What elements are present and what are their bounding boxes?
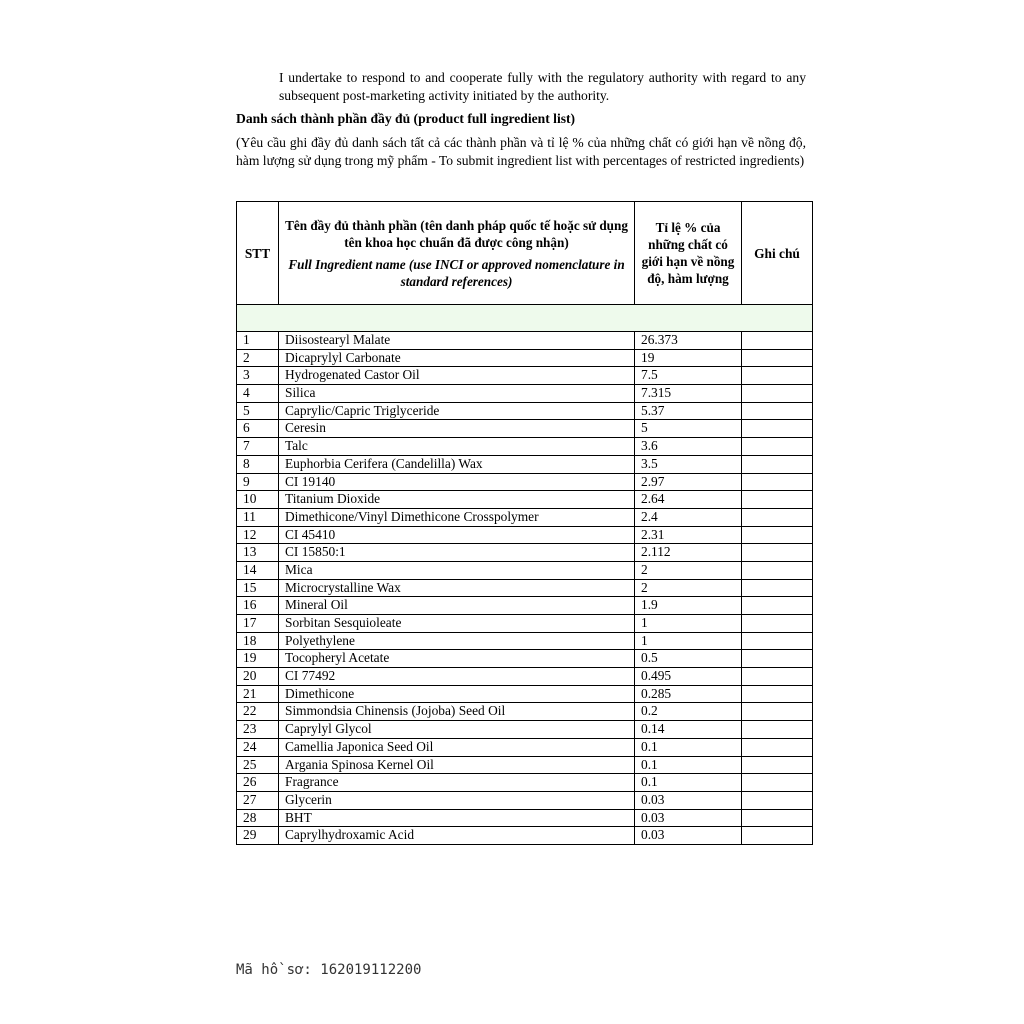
cell-note: [742, 544, 813, 562]
table-row: [237, 579, 813, 597]
cell-stt: 4: [237, 385, 279, 403]
cell-ingredient-name: Dimethicone/Vinyl Dimethicone Crosspolymer: [279, 508, 635, 526]
cell-ingredient-name: BHT: [279, 809, 635, 827]
cell-note: [742, 402, 813, 420]
cell-percentage: 2.64: [635, 491, 742, 509]
cell-percentage: 0.14: [635, 721, 742, 739]
cell-note: [742, 455, 813, 473]
cell-ingredient-name: Dicaprylyl Carbonate: [279, 349, 635, 367]
header-stt: STT: [237, 202, 279, 305]
table-row: [237, 615, 813, 633]
cell-ingredient-name: Caprylhydroxamic Acid: [279, 827, 635, 845]
cell-percentage: 2.4: [635, 508, 742, 526]
cell-stt: 27: [237, 791, 279, 809]
cell-note: [742, 526, 813, 544]
cell-stt: 7: [237, 438, 279, 456]
cell-ingredient-name: Hydrogenated Castor Oil: [279, 367, 635, 385]
cell-note: [742, 597, 813, 615]
cell-ingredient-name: CI 19140: [279, 473, 635, 491]
cell-ingredient-name: Argania Spinosa Kernel Oil: [279, 756, 635, 774]
cell-percentage: 1.9: [635, 597, 742, 615]
cell-note: [742, 721, 813, 739]
cell-stt: 20: [237, 668, 279, 686]
cell-percentage: 0.5: [635, 650, 742, 668]
cell-ingredient-name: Dimethicone: [279, 685, 635, 703]
cell-percentage: 3.5: [635, 455, 742, 473]
cell-stt: 3: [237, 367, 279, 385]
table-row: [237, 544, 813, 562]
table-row: [237, 420, 813, 438]
cell-stt: 14: [237, 561, 279, 579]
cell-percentage: 5.37: [635, 402, 742, 420]
cell-percentage: 2.97: [635, 473, 742, 491]
table-row: [237, 703, 813, 721]
table-row: [237, 791, 813, 809]
cell-percentage: 2: [635, 579, 742, 597]
cell-note: [742, 367, 813, 385]
cell-percentage: 0.285: [635, 685, 742, 703]
cell-ingredient-name: Simmondsia Chinensis (Jojoba) Seed Oil: [279, 703, 635, 721]
cell-ingredient-name: Sorbitan Sesquioleate: [279, 615, 635, 633]
cell-note: [742, 508, 813, 526]
cell-stt: 19: [237, 650, 279, 668]
table-row: [237, 738, 813, 756]
cell-ingredient-name: Ceresin: [279, 420, 635, 438]
cell-percentage: 3.6: [635, 438, 742, 456]
cell-note: [742, 809, 813, 827]
cell-stt: 12: [237, 526, 279, 544]
table-row: [237, 455, 813, 473]
cell-ingredient-name: CI 15850:1: [279, 544, 635, 562]
cell-stt: 23: [237, 721, 279, 739]
cell-ingredient-name: CI 45410: [279, 526, 635, 544]
cell-ingredient-name: Euphorbia Cerifera (Candelilla) Wax: [279, 455, 635, 473]
cell-note: [742, 473, 813, 491]
cell-note: [742, 791, 813, 809]
cell-percentage: 0.03: [635, 827, 742, 845]
cell-note: [742, 491, 813, 509]
table-row: [237, 526, 813, 544]
header-ingredient-name-en: Full Ingredient name (use INCI or approved nomenclature in standard references): [288, 256, 625, 289]
cell-ingredient-name: Glycerin: [279, 791, 635, 809]
table-row: [237, 597, 813, 615]
table-group-row: [237, 305, 813, 332]
cell-ingredient-name: Polyethylene: [279, 632, 635, 650]
cell-note: [742, 632, 813, 650]
cell-note: [742, 650, 813, 668]
table-row: [237, 668, 813, 686]
cell-note: [742, 756, 813, 774]
cell-percentage: 2: [635, 561, 742, 579]
cell-ingredient-name: Caprylyl Glycol: [279, 721, 635, 739]
cell-percentage: 7.315: [635, 385, 742, 403]
ingredient-table: [236, 201, 813, 845]
cell-stt: 11: [237, 508, 279, 526]
cell-percentage: 0.1: [635, 756, 742, 774]
cell-note: [742, 615, 813, 633]
cell-ingredient-name: Diisostearyl Malate: [279, 332, 635, 350]
cell-note: [742, 703, 813, 721]
table-row: [237, 721, 813, 739]
cell-percentage: 0.03: [635, 809, 742, 827]
header-percentage: Tỉ lệ % của những chất có giới hạn về nồng độ, hàm lượng: [635, 202, 742, 305]
cell-ingredient-name: Tocopheryl Acetate: [279, 650, 635, 668]
table-row: [237, 632, 813, 650]
cell-percentage: 7.5: [635, 367, 742, 385]
cell-stt: 22: [237, 703, 279, 721]
cell-percentage: 1: [635, 632, 742, 650]
table-row: [237, 491, 813, 509]
dossier-code: Mã hồ sơ: 162019112200: [236, 962, 422, 978]
header-ingredient-name: [279, 202, 635, 305]
table-row: [237, 332, 813, 350]
cell-stt: 10: [237, 491, 279, 509]
table-row: [237, 349, 813, 367]
cell-ingredient-name: Camellia Japonica Seed Oil: [279, 738, 635, 756]
table-row: [237, 650, 813, 668]
cell-stt: 17: [237, 615, 279, 633]
cell-stt: 18: [237, 632, 279, 650]
cell-ingredient-name: Titanium Dioxide: [279, 491, 635, 509]
cell-note: [742, 827, 813, 845]
cell-stt: 1: [237, 332, 279, 350]
cell-note: [742, 385, 813, 403]
cell-note: [742, 668, 813, 686]
cell-percentage: 26.373: [635, 332, 742, 350]
cell-note: [742, 774, 813, 792]
cell-note: [742, 438, 813, 456]
cell-stt: 2: [237, 349, 279, 367]
table-header-row: [237, 202, 813, 305]
requirement-note: (Yêu cầu ghi đầy đủ danh sách tất cả các thành phần và tỉ lệ % của những chất có giới hạn về nồng độ, hàm lượng sử dụng trong mỹ phẩm - To submit ingredient list with percentages of restricted ingredients): [236, 135, 806, 168]
table-row: [237, 508, 813, 526]
table-row: [237, 473, 813, 491]
cell-percentage: 1: [635, 615, 742, 633]
table-row: [237, 402, 813, 420]
cell-stt: 6: [237, 420, 279, 438]
table-row: [237, 367, 813, 385]
cell-percentage: 19: [635, 349, 742, 367]
cell-percentage: 5: [635, 420, 742, 438]
cell-percentage: 0.1: [635, 774, 742, 792]
cell-note: [742, 738, 813, 756]
table-row: [237, 756, 813, 774]
cell-ingredient-name: Mica: [279, 561, 635, 579]
cell-note: [742, 349, 813, 367]
cell-percentage: 0.495: [635, 668, 742, 686]
cell-ingredient-name: Silica: [279, 385, 635, 403]
cell-stt: 15: [237, 579, 279, 597]
cell-note: [742, 579, 813, 597]
table-row: [237, 809, 813, 827]
cell-stt: 24: [237, 738, 279, 756]
cell-percentage: 2.112: [635, 544, 742, 562]
cell-ingredient-name: Talc: [279, 438, 635, 456]
table-row: [237, 774, 813, 792]
table-group-cell: [237, 305, 813, 332]
cell-stt: 26: [237, 774, 279, 792]
table-row: [237, 685, 813, 703]
cell-stt: 13: [237, 544, 279, 562]
table-body: [237, 305, 813, 845]
cell-percentage: 2.31: [635, 526, 742, 544]
table-row: [237, 827, 813, 845]
cell-note: [742, 420, 813, 438]
cell-stt: 16: [237, 597, 279, 615]
cell-percentage: 0.03: [635, 791, 742, 809]
cell-note: [742, 332, 813, 350]
table-row: [237, 385, 813, 403]
cell-note: [742, 561, 813, 579]
cell-note: [742, 685, 813, 703]
undertaking-paragraph: I undertake to respond to and cooperate fully with the regulatory authority with regard to any subsequent post-marketing activity initiated by the authority.: [279, 70, 806, 103]
cell-ingredient-name: Caprylic/Capric Triglyceride: [279, 402, 635, 420]
cell-stt: 9: [237, 473, 279, 491]
header-ingredient-name-vi: Tên đầy đủ thành phần (tên danh pháp quốc tế hoặc sử dụng tên khoa học chuẩn đã được công nhận): [285, 217, 628, 250]
cell-stt: 28: [237, 809, 279, 827]
cell-ingredient-name: Mineral Oil: [279, 597, 635, 615]
cell-stt: 29: [237, 827, 279, 845]
table-row: [237, 561, 813, 579]
cell-stt: 5: [237, 402, 279, 420]
cell-percentage: 0.1: [635, 738, 742, 756]
cell-ingredient-name: Microcrystalline Wax: [279, 579, 635, 597]
cell-ingredient-name: CI 77492: [279, 668, 635, 686]
table-row: [237, 438, 813, 456]
section-title: Danh sách thành phần đầy đủ (product full ingredient list): [236, 111, 576, 126]
cell-stt: 25: [237, 756, 279, 774]
cell-ingredient-name: Fragrance: [279, 774, 635, 792]
cell-stt: 21: [237, 685, 279, 703]
header-note: Ghi chú: [742, 202, 813, 305]
cell-percentage: 0.2: [635, 703, 742, 721]
cell-stt: 8: [237, 455, 279, 473]
